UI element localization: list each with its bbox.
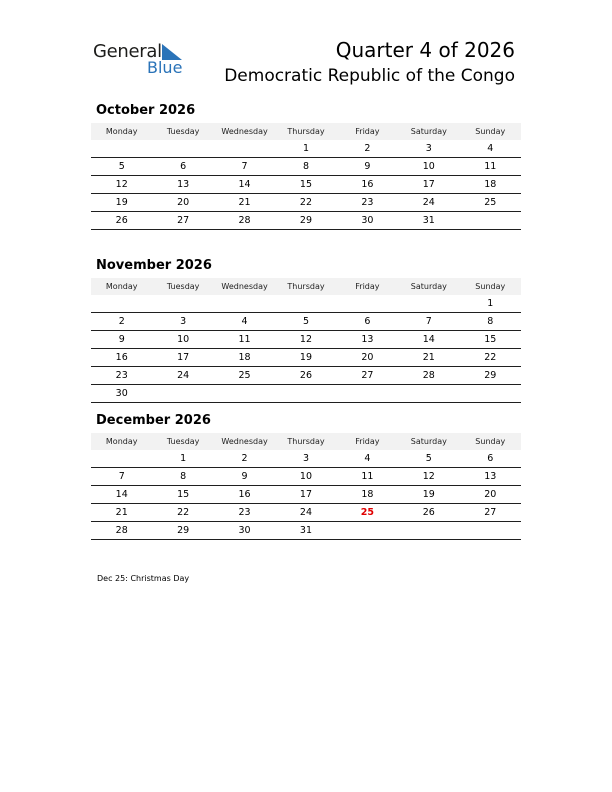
day-cell: 14 — [398, 331, 459, 349]
weekday-header: Thursday — [275, 433, 336, 450]
day-cell: 1 — [460, 295, 521, 313]
day-cell: 31 — [275, 522, 336, 540]
day-cell: 28 — [214, 212, 275, 230]
day-cell — [337, 385, 398, 403]
day-cell: 7 — [91, 468, 152, 486]
weekday-header: Tuesday — [152, 123, 213, 140]
weekday-header: Thursday — [275, 278, 336, 295]
week-row — [91, 367, 521, 385]
day-cell: 15 — [460, 331, 521, 349]
month-october — [91, 103, 521, 230]
day-cell — [214, 140, 275, 158]
weekday-header: Sunday — [460, 278, 521, 295]
month-december — [91, 413, 521, 540]
week-row — [91, 468, 521, 486]
page-title: Quarter 4 of 2026 — [335, 38, 515, 62]
weekday-header: Sunday — [460, 433, 521, 450]
week-row — [91, 504, 521, 522]
holiday-note: Dec 25: Christmas Day — [97, 574, 190, 583]
day-cell — [91, 140, 152, 158]
day-cell: 6 — [337, 313, 398, 331]
day-cell: 10 — [398, 158, 459, 176]
day-cell: 31 — [398, 212, 459, 230]
month-title: November 2026 — [96, 258, 212, 273]
weekday-header: Monday — [91, 433, 152, 450]
day-cell: 13 — [460, 468, 521, 486]
day-cell — [398, 385, 459, 403]
day-cell: 19 — [398, 486, 459, 504]
day-cell — [460, 385, 521, 403]
day-cell — [460, 522, 521, 540]
day-cell: 6 — [460, 450, 521, 468]
day-cell: 1 — [275, 140, 336, 158]
weekday-header: Saturday — [398, 433, 459, 450]
calendar-table — [91, 278, 521, 403]
day-cell — [152, 385, 213, 403]
day-cell: 15 — [152, 486, 213, 504]
day-cell: 25 — [460, 194, 521, 212]
day-cell: 23 — [337, 194, 398, 212]
day-cell: 21 — [398, 349, 459, 367]
day-cell — [91, 450, 152, 468]
day-cell: 7 — [214, 158, 275, 176]
day-cell: 9 — [214, 468, 275, 486]
day-cell — [214, 295, 275, 313]
day-cell: 3 — [398, 140, 459, 158]
week-row — [91, 176, 521, 194]
day-cell: 24 — [275, 504, 336, 522]
general-blue-logo — [93, 40, 193, 80]
day-cell: 25 — [214, 367, 275, 385]
day-cell — [275, 385, 336, 403]
day-cell: 5 — [275, 313, 336, 331]
day-cell: 12 — [398, 468, 459, 486]
day-cell: 23 — [214, 504, 275, 522]
day-cell: 3 — [275, 450, 336, 468]
day-cell: 11 — [460, 158, 521, 176]
day-cell: 29 — [275, 212, 336, 230]
month-title: December 2026 — [96, 413, 211, 428]
day-cell: 2 — [91, 313, 152, 331]
day-cell: 4 — [337, 450, 398, 468]
weekday-header: Sunday — [460, 123, 521, 140]
weekday-header: Friday — [337, 278, 398, 295]
day-cell: 2 — [214, 450, 275, 468]
day-cell: 4 — [460, 140, 521, 158]
day-cell: 8 — [460, 313, 521, 331]
weekday-header: Thursday — [275, 123, 336, 140]
day-cell — [152, 295, 213, 313]
weekday-header-row — [91, 433, 521, 450]
weekday-header: Monday — [91, 278, 152, 295]
week-row — [91, 349, 521, 367]
week-row — [91, 331, 521, 349]
day-cell: 29 — [460, 367, 521, 385]
day-cell: 26 — [275, 367, 336, 385]
weekday-header: Saturday — [398, 278, 459, 295]
weekday-header: Friday — [337, 123, 398, 140]
day-cell: 14 — [214, 176, 275, 194]
weekday-header: Friday — [337, 433, 398, 450]
calendar-table — [91, 433, 521, 540]
day-cell: 26 — [91, 212, 152, 230]
holiday-day-cell: 25 — [337, 504, 398, 522]
day-cell — [398, 522, 459, 540]
day-cell: 5 — [398, 450, 459, 468]
day-cell: 30 — [337, 212, 398, 230]
day-cell: 12 — [91, 176, 152, 194]
day-cell: 18 — [460, 176, 521, 194]
week-row — [91, 194, 521, 212]
day-cell: 28 — [91, 522, 152, 540]
day-cell: 14 — [91, 486, 152, 504]
day-cell: 30 — [214, 522, 275, 540]
day-cell — [337, 295, 398, 313]
weekday-header: Saturday — [398, 123, 459, 140]
day-cell — [91, 295, 152, 313]
day-cell: 10 — [152, 331, 213, 349]
month-november — [91, 258, 521, 403]
day-cell: 26 — [398, 504, 459, 522]
weekday-header: Monday — [91, 123, 152, 140]
day-cell: 21 — [214, 194, 275, 212]
day-cell: 13 — [152, 176, 213, 194]
day-cell: 17 — [275, 486, 336, 504]
day-cell: 20 — [152, 194, 213, 212]
day-cell: 8 — [275, 158, 336, 176]
day-cell: 22 — [275, 194, 336, 212]
day-cell — [460, 212, 521, 230]
day-cell: 22 — [460, 349, 521, 367]
day-cell: 13 — [337, 331, 398, 349]
weekday-header: Wednesday — [214, 278, 275, 295]
day-cell: 17 — [398, 176, 459, 194]
day-cell: 19 — [91, 194, 152, 212]
calendar-table — [91, 123, 521, 230]
logo-blue-text: Blue — [147, 58, 183, 77]
day-cell: 2 — [337, 140, 398, 158]
day-cell: 11 — [214, 331, 275, 349]
day-cell — [275, 295, 336, 313]
day-cell — [214, 385, 275, 403]
day-cell — [152, 140, 213, 158]
day-cell: 4 — [214, 313, 275, 331]
day-cell: 11 — [337, 468, 398, 486]
day-cell: 27 — [152, 212, 213, 230]
day-cell: 9 — [91, 331, 152, 349]
day-cell: 16 — [91, 349, 152, 367]
week-row — [91, 140, 521, 158]
day-cell: 27 — [337, 367, 398, 385]
day-cell: 8 — [152, 468, 213, 486]
day-cell: 16 — [337, 176, 398, 194]
day-cell: 27 — [460, 504, 521, 522]
day-cell: 24 — [398, 194, 459, 212]
weekday-header: Wednesday — [214, 433, 275, 450]
day-cell: 19 — [275, 349, 336, 367]
day-cell: 18 — [337, 486, 398, 504]
week-row — [91, 385, 521, 403]
week-row — [91, 158, 521, 176]
week-row — [91, 313, 521, 331]
day-cell: 22 — [152, 504, 213, 522]
weekday-header: Tuesday — [152, 278, 213, 295]
day-cell: 24 — [152, 367, 213, 385]
day-cell: 12 — [275, 331, 336, 349]
day-cell: 9 — [337, 158, 398, 176]
weekday-header-row — [91, 278, 521, 295]
week-row — [91, 295, 521, 313]
day-cell — [337, 522, 398, 540]
page-subtitle: Democratic Republic of the Congo — [224, 66, 515, 86]
week-row — [91, 212, 521, 230]
weekday-header: Wednesday — [214, 123, 275, 140]
day-cell: 7 — [398, 313, 459, 331]
week-row — [91, 486, 521, 504]
day-cell: 28 — [398, 367, 459, 385]
day-cell: 3 — [152, 313, 213, 331]
day-cell: 1 — [152, 450, 213, 468]
day-cell: 18 — [214, 349, 275, 367]
day-cell: 20 — [460, 486, 521, 504]
day-cell: 30 — [91, 385, 152, 403]
logo-general-text: General — [93, 41, 162, 62]
day-cell: 29 — [152, 522, 213, 540]
day-cell: 23 — [91, 367, 152, 385]
day-cell — [398, 295, 459, 313]
day-cell: 20 — [337, 349, 398, 367]
week-row — [91, 450, 521, 468]
month-title: October 2026 — [96, 103, 196, 118]
day-cell: 5 — [91, 158, 152, 176]
week-row — [91, 522, 521, 540]
day-cell: 6 — [152, 158, 213, 176]
day-cell: 10 — [275, 468, 336, 486]
weekday-header-row — [91, 123, 521, 140]
day-cell: 17 — [152, 349, 213, 367]
day-cell: 16 — [214, 486, 275, 504]
day-cell: 21 — [91, 504, 152, 522]
day-cell: 15 — [275, 176, 336, 194]
weekday-header: Tuesday — [152, 433, 213, 450]
